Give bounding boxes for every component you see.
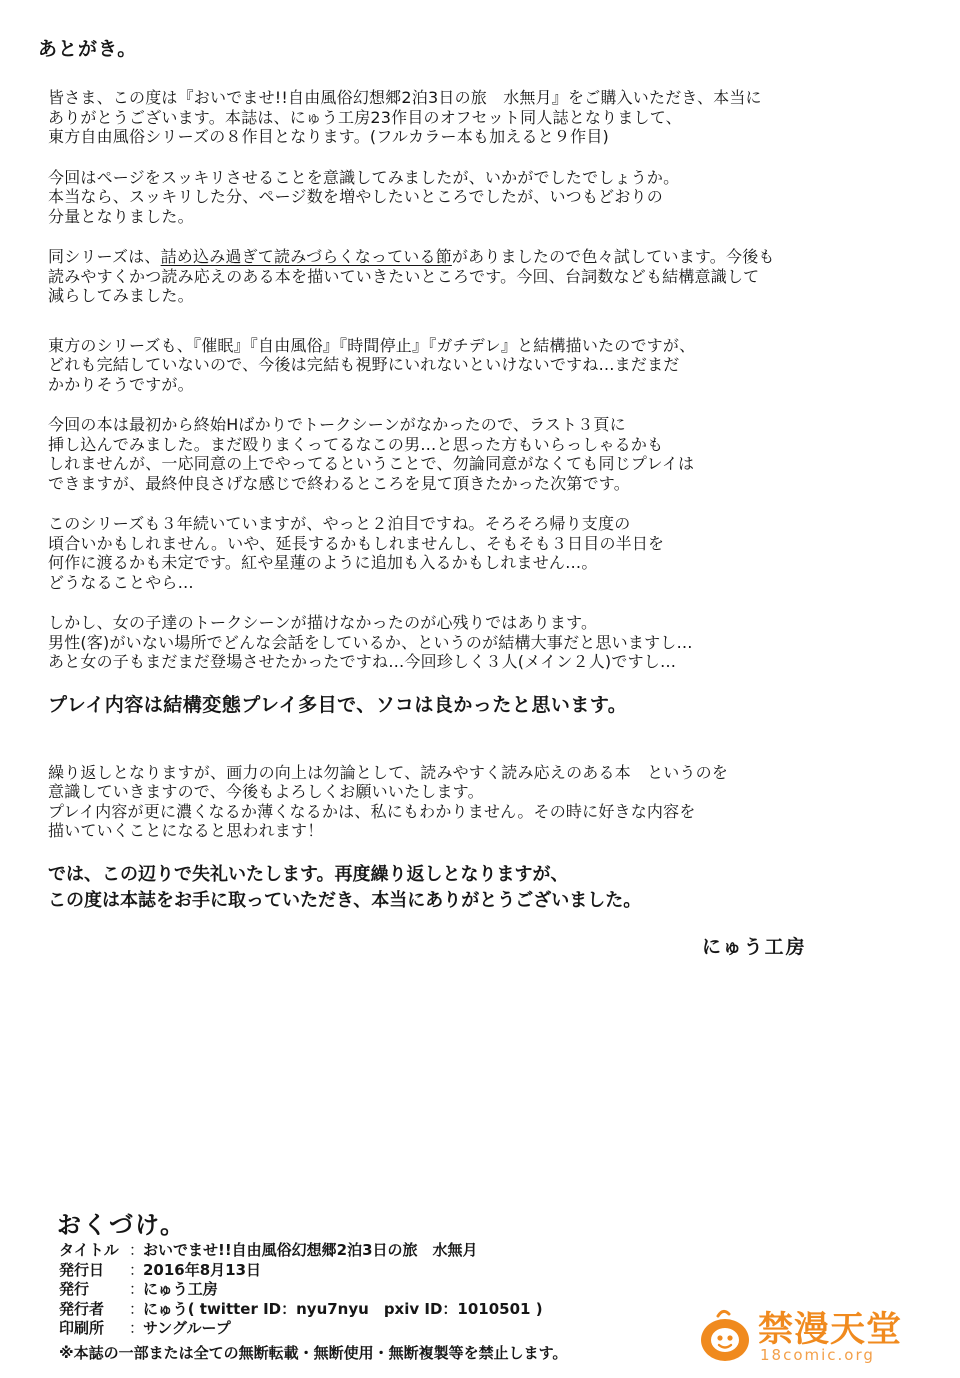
colophon-title: おくづけ。 <box>57 1211 187 1239</box>
watermark-url: 18comic.org <box>760 1346 875 1364</box>
colophon-row-publisher <box>59 1280 699 1300</box>
orange-logo-icon <box>696 1306 754 1364</box>
text-line: しかし、女の子達のトークシーンが描けなかったのが心残りではあります。 <box>48 613 598 632</box>
text-line: できますが、最終仲良さげな感じで終わるところを見て頂きたかった次第です。 <box>48 473 630 493</box>
colophon-separator: ： <box>129 1241 145 1259</box>
text-line: 何作に渡るかも未定です。紅や星蓮のように追加も入るかもしれません…。 <box>48 553 598 572</box>
colophon-table <box>59 1241 699 1339</box>
colophon-value: おいでませ!!自由風俗幻想郷2泊3日の旅 水無月 <box>143 1241 478 1259</box>
afterword-paragraph-6 <box>48 514 928 592</box>
text-segment: がありましたので色々試しています。今後も <box>451 247 775 266</box>
text-line: 分量となりました。 <box>48 206 194 226</box>
text-line: 意識していきますので、今後もよろしくお願いいたします。 <box>48 782 484 801</box>
text-line: どうなることやら… <box>48 572 194 592</box>
underlined-phrase: 詰め込み過ぎて読みづらくなっている節 <box>160 247 452 266</box>
text-line: 東方自由風俗シリーズの８作目となります。(フルカラー本も加えると９作目) <box>48 127 609 146</box>
colophon-separator: ： <box>129 1260 145 1279</box>
afterword-closing <box>48 862 928 914</box>
text-line: かかりそうですが。 <box>48 374 194 394</box>
text-line: 描いていくことになると思われます！ <box>48 821 324 840</box>
colophon-row-title <box>59 1241 699 1261</box>
text-line: ありがとうございます。本誌は、にゅう工房23作目のオフセット同人誌となりまして、 <box>48 107 682 127</box>
colophon-value: にゅう( twitter ID：nyu7nyu pxiv ID：1010501 ) <box>143 1299 543 1318</box>
afterword-paragraph-7 <box>48 613 928 672</box>
text-line: あと女の子もまだまだ登場させたかったですね…今回珍しく３人(メイン２人)ですし… <box>48 652 677 671</box>
text-line: このシリーズも３年続いていますが、やっと２泊目ですね。そろそろ帰り支度の <box>48 514 631 533</box>
watermark-brand: 禁漫天堂 <box>758 1310 903 1350</box>
colophon-value: 2016年8月13日 <box>143 1260 262 1279</box>
afterword-paragraph-8 <box>48 763 928 841</box>
watermark <box>696 1302 926 1368</box>
text-line: 今回の本は最初から終始Hばかりでトークシーンがなかったので、ラスト３頁に <box>48 415 626 434</box>
text-line: どれも完結していないので、今後は完結も視野にいれないといけないですね…まだまだ <box>48 355 680 374</box>
text-line: この度は本誌をお手に取っていただき、本当にありがとうございました。 <box>48 889 642 911</box>
colophon-value: にゅう工房 <box>143 1280 218 1298</box>
text-line: 頃合いかもしれません。いや、延長するかもしれませんし、そもそも３日目の半日を <box>48 533 665 553</box>
colophon-key: 発行者 <box>59 1299 105 1318</box>
afterword-paragraph-5 <box>48 415 928 493</box>
text-line: 繰り返しとなりますが、画力の向上は勿論として、読みやすく読み応えのある本 というのを <box>48 762 729 782</box>
colophon-key: 印刷所 <box>59 1319 105 1337</box>
text-line: 東方のシリーズも、『催眠』『自由風俗』『時間停止』『ガチデレ』と結構描いたのですが、 <box>48 335 696 355</box>
text-line: 皆さま、この度は『おいでませ!!自由風俗幻想郷2泊3日の旅 水無月』をご購入いただき、本当に <box>48 88 762 107</box>
colophon-key: 発行日 <box>59 1260 105 1279</box>
text-line: 減らしてみました。 <box>48 286 194 305</box>
colophon-key: タイトル <box>59 1241 119 1259</box>
colophon-row-printer <box>59 1319 699 1339</box>
text-line: 読みやすくかつ読み応えのある本を描いていきたいところです。今回、台詞数なども結構意識して <box>48 266 760 286</box>
text-line: 今回はページをスッキリさせることを意識してみましたが、いかがでしたでしょうか。 <box>48 167 680 187</box>
colophon-separator: ： <box>129 1299 145 1318</box>
colophon-row-author <box>59 1300 699 1320</box>
afterword-paragraph-1 <box>48 88 928 147</box>
colophon-row-date <box>59 1261 699 1281</box>
afterword-paragraph-2 <box>48 168 928 227</box>
colophon-value: サングループ <box>143 1319 231 1337</box>
text-line <box>48 247 928 267</box>
copyright-notice: ※本誌の一部または全ての無断転載・無断使用・無断複製等を禁止します。 <box>59 1344 568 1362</box>
colophon-separator: ： <box>129 1280 145 1298</box>
afterword-body <box>48 88 928 944</box>
signature: にゅう工房 <box>702 936 807 958</box>
afterword-emphasis: プレイ内容は結構変態プレイ多目で、ソコは良かったと思います。 <box>48 693 628 716</box>
text-line: 挿し込んでみました。まだ殴りまくってるなこの男…と思った方もいらっしゃるかも <box>48 434 664 454</box>
text-line: しれませんが、一応同意の上でやってるということで、勿論同意がなくても同じプレイは <box>48 454 695 473</box>
afterword-paragraph-4 <box>48 336 928 395</box>
text-line: プレイ内容が更に濃くなるか薄くなるかは、私にもわかりません。その時に好きな内容を <box>48 801 696 821</box>
colophon-separator: ： <box>129 1319 145 1337</box>
afterword-title: あとがき。 <box>38 38 138 60</box>
afterword-paragraph-3 <box>48 247 928 306</box>
colophon-key: 発行 <box>59 1280 90 1298</box>
text-line: 男性(客)がいない場所でどんな会話をしているか、というのが結構大事だと思いますし… <box>48 632 693 652</box>
text-line: 本当なら、スッキリした分、ページ数を増やしたいところでしたが、いつもどおりの <box>48 187 663 206</box>
text-segment: 同シリーズは、 <box>48 247 161 266</box>
text-line: では、この辺りで失礼いたします。再度繰り返しとなりますが、 <box>48 863 569 885</box>
